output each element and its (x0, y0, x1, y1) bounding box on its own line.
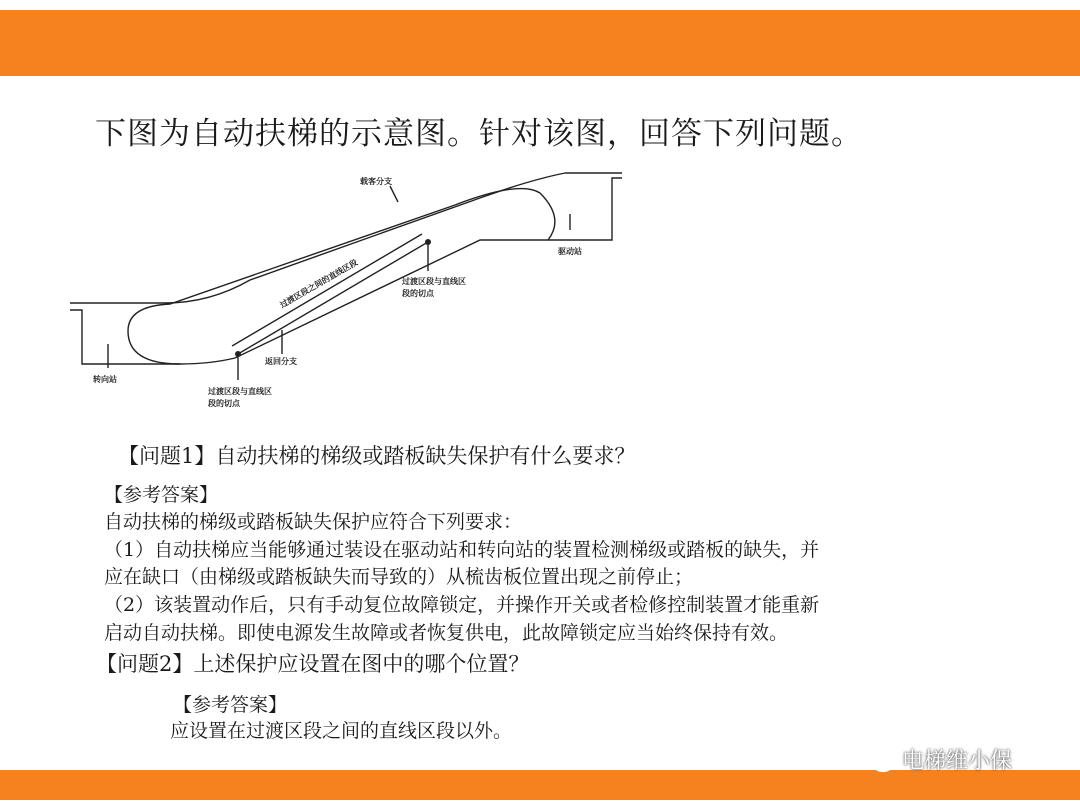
question-2: 【问题2】上述保护应设置在图中的哪个位置？ (96, 652, 530, 676)
escalator-truss-loop (128, 189, 555, 364)
answer-1-line: （1）自动扶梯应当能够通过装设在驱动站和转向站的装置检测梯级或踏板的缺失，并 (104, 539, 820, 561)
wechat-icon (858, 745, 896, 775)
label-return-branch: 返回分支 (265, 357, 297, 366)
answer-1-line: 自动扶梯的梯级或踏板缺失保护应符合下列要求： (104, 511, 523, 533)
label-tangent-lower-2: 段的切点 (208, 399, 240, 408)
label-upper-branch: 载客分支 (360, 177, 392, 186)
answer-1-line: 启动自动扶梯。即使电源发生故障或者恢复供电，此故障锁定应当始终保持有效。 (104, 622, 789, 644)
escalator-upper-line (165, 173, 565, 303)
straight-section-line-1 (238, 242, 428, 354)
answer-1-line: 应在缺口（由梯级或踏板缺失而导致的）从梳齿板位置出现之前停止； (104, 566, 694, 588)
upper-pit-outline (548, 178, 622, 240)
tangent-point-lower (235, 351, 241, 357)
label-turn-station: 转向站 (93, 375, 117, 384)
answer-2: 应设置在过渡区段之间的直线区段以外。 (170, 720, 513, 742)
label-straight-section: 过渡区段之间的直线区段 (278, 257, 360, 310)
escalator-diagram (60, 168, 640, 418)
straight-section-line-2 (232, 234, 422, 346)
answer-1-heading: 【参考答案】 (104, 484, 219, 506)
watermark-text: 电梯维小保 (902, 749, 1013, 774)
label-drive-station: 驱动站 (558, 247, 582, 256)
question-1: 【问题1】自动扶梯的梯级或踏板缺失保护有什么要求？ (118, 444, 636, 468)
top-orange-band (0, 10, 1080, 76)
watermark (858, 744, 1012, 775)
answer-2-heading: 【参考答案】 (173, 694, 288, 716)
label-tangent-upper-2: 段的切点 (402, 289, 434, 298)
label-tangent-upper-1: 过渡区段与直线区 (402, 277, 466, 286)
answer-1-line: （2）该装置动作后，只有手动复位故障锁定，并操作开关或者检修控制装置才能重新 (104, 594, 820, 616)
slide-title: 下图为自动扶梯的示意图。针对该图，回答下列问题。 (95, 116, 863, 152)
tangent-point-upper (425, 239, 431, 245)
label-tangent-lower-1: 过渡区段与直线区 (208, 387, 272, 396)
lower-pit-outline (70, 310, 180, 364)
